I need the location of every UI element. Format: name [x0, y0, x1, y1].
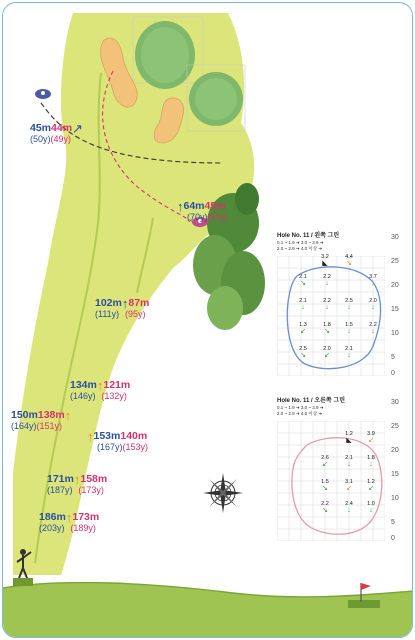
arrow-up-icon: ↗	[72, 121, 83, 136]
distance-yards-pink: (189y)	[70, 523, 96, 533]
axis-label: 5	[391, 519, 395, 526]
slope-legend-line-1: 0.1 ~ 1.9 ➜ 3.0 ~ 3.9 ➜	[277, 240, 324, 245]
slope-reading: 2.5 ↘	[295, 346, 311, 359]
slope-arrow-icon: ↙	[346, 485, 352, 492]
distance-marker-64	[177, 201, 228, 223]
distance-meters-pink: 173m	[72, 511, 100, 523]
slope-arrow-icon: ↓	[347, 352, 351, 359]
slope-reading: 4.4 ↘	[341, 254, 357, 267]
slope-reading: 2.1 ↘	[295, 274, 311, 287]
axis-label: 15	[391, 471, 399, 478]
distance-meters-blue: 150m	[11, 409, 38, 421]
distance-yards-blue: (50y)	[30, 134, 51, 144]
axis-label: 25	[391, 423, 399, 430]
slope-arrow-icon: ↘	[322, 485, 328, 492]
distance-meters-blue: 45m	[30, 122, 52, 134]
axis-label: 30	[391, 234, 399, 241]
distance-marker-153	[87, 431, 148, 453]
golfer-icon	[11, 548, 35, 580]
arrow-up-icon: ↑	[121, 296, 129, 311]
slope-arrow-icon: ↓	[371, 280, 375, 287]
slope-arrow-icon: ↘	[322, 507, 328, 514]
distance-meters-pink: 45m	[204, 200, 226, 212]
slope-reading: 2.2 ↓	[319, 298, 335, 311]
slope-arrow-icon: ↙	[322, 461, 328, 468]
distance-meters-blue: 134m	[70, 379, 97, 391]
distance-marker-134	[70, 380, 130, 402]
distance-yards-blue: (167y)	[97, 442, 123, 452]
arrow-up-icon: ↑	[96, 378, 104, 393]
distance-meters-blue: 171m	[47, 473, 74, 485]
slope-arrow-icon: ↓	[325, 280, 329, 287]
axis-label: 5	[391, 354, 395, 361]
slope-reading: 2.5 ↓	[341, 298, 357, 311]
distance-marker-102	[95, 298, 149, 320]
arrow-up-icon: ↑	[177, 199, 184, 214]
slope-arrow-icon: ↘	[300, 352, 306, 359]
slope-arrow-icon: ↓	[347, 507, 351, 514]
slope-reading: 1.2 ↙	[363, 479, 379, 492]
slope-arrow-icon: ↓	[369, 461, 373, 468]
axis-label: 30	[391, 399, 399, 406]
slope-arrow-icon: ↓	[301, 304, 305, 311]
distance-meters-blue: 186m	[39, 511, 66, 523]
axis-label: 25	[391, 258, 399, 265]
axis-label: 20	[391, 282, 399, 289]
axis-label: 15	[391, 306, 399, 313]
distance-yards-pink: (95y)	[125, 309, 146, 319]
slope-reading: 1.8 ↓	[363, 455, 379, 468]
distance-meters-pink: 87m	[128, 297, 150, 309]
distance-marker-150	[11, 410, 71, 432]
distance-yards-pink: (173y)	[78, 485, 104, 495]
axis-label: 20	[391, 447, 399, 454]
distance-meters-blue: 64m	[183, 200, 205, 212]
slope-reading: 2.2 ↘	[317, 501, 333, 514]
ground-strip	[3, 583, 413, 638]
slope-arrow-icon: ↓	[371, 304, 375, 311]
slope-arrow-icon: ↙	[368, 437, 374, 444]
distance-yards-pink: (50y)	[207, 212, 229, 222]
slope-arrow-icon: ↘	[346, 260, 352, 267]
axis-label: 0	[391, 370, 395, 377]
slope-arrow-icon: ↙	[300, 328, 306, 335]
slope-arrow-icon: ↓	[347, 304, 351, 311]
green-chart-title: Hole No. 11 / 왼쪽 그린	[277, 233, 340, 239]
distance-yards-pink: (153y)	[122, 442, 149, 452]
distance-marker-45	[30, 123, 83, 145]
distance-meters-blue: 153m	[93, 430, 121, 442]
slope-reading: 1.8 ↘	[319, 322, 335, 335]
green-chart-left	[273, 228, 409, 378]
flag-icon	[359, 581, 375, 603]
slope-reading: 2.2 ↓	[365, 322, 381, 335]
distance-yards-blue: (70y)	[187, 212, 208, 222]
green-chart-right	[273, 393, 409, 543]
compass-rose-icon	[201, 471, 245, 515]
distance-meters-pink: 140m	[120, 430, 148, 442]
slope-reading: 2.0 ↓	[365, 298, 381, 311]
tee-marker-icon	[34, 87, 52, 101]
slope-arrow-icon: ↓	[347, 328, 351, 335]
slope-reading: 2.1 ↓	[295, 298, 311, 311]
slope-reading: 3.9 ↙	[363, 431, 379, 444]
distance-meters-pink: 158m	[80, 473, 108, 485]
distance-meters-pink: 44m	[51, 122, 73, 134]
slope-legend-line-1: 0.1 ~ 1.9 ➜ 3.0 ~ 3.9 ➜	[277, 405, 324, 410]
distance-marker-171	[47, 474, 107, 496]
slope-arrow-icon: ↓	[371, 328, 375, 335]
slope-reading: 2.0 ↙	[319, 346, 335, 359]
distance-meters-blue: 102m	[95, 297, 122, 309]
distance-yards-blue: (111y)	[95, 309, 120, 319]
distance-yards-pink: (132y)	[101, 391, 127, 401]
arrow-up-icon: ↑	[87, 429, 94, 444]
axis-label: 0	[391, 535, 395, 542]
arrow-up-icon: ↑	[65, 510, 73, 525]
distance-yards-pink: (49y)	[50, 134, 72, 144]
slope-arrow-icon: ↘	[324, 328, 330, 335]
distance-meters-pink: 121m	[103, 379, 131, 391]
arrow-up-icon: ↑	[64, 408, 72, 423]
green-chart-title: Hole No. 11 / 오른쪽 그린	[277, 398, 345, 404]
slope-arrow-icon: ↓	[347, 461, 351, 468]
distance-marker-186	[39, 512, 99, 534]
slope-arrow-icon: ◣	[346, 437, 352, 444]
slope-arrow-icon: ↘	[300, 280, 306, 287]
slope-reading: 2.1 ↓	[341, 346, 357, 359]
slope-reading: 2.4 ↓	[341, 501, 357, 514]
axis-label: 10	[391, 495, 399, 502]
slope-reading: 2.6 ↙	[317, 455, 333, 468]
slope-arrow-icon: ↙	[368, 485, 374, 492]
slope-arrow-icon: ↓	[369, 507, 373, 514]
distance-yards-blue: (203y)	[39, 523, 65, 533]
slope-reading: 2.2 ↓	[319, 274, 335, 287]
slope-legend-line-2: 2.0 ~ 2.9 ➜ 4.0 이상 ➜	[277, 411, 323, 416]
slope-reading: 1.2 ◣	[341, 431, 357, 444]
distance-meters-pink: 138m	[37, 409, 65, 421]
slope-reading: 2.1 ↓	[341, 455, 357, 468]
slope-reading: 1.5 ↘	[317, 479, 333, 492]
slope-reading: 3.1 ↙	[341, 479, 357, 492]
slope-legend-line-2: 2.0 ~ 2.9 ➜ 4.0 이상 ➜	[277, 246, 323, 251]
slope-reading: 3.2 ◣	[317, 254, 333, 267]
distance-yards-pink: (151y)	[36, 421, 63, 431]
slope-reading: 3.7 ↓	[365, 274, 381, 287]
distance-yards-blue: (164y)	[11, 421, 37, 431]
slope-arrow-icon: ◣	[322, 260, 328, 267]
distance-yards-blue: (146y)	[70, 391, 96, 401]
slope-reading: 1.0 ↓	[363, 501, 379, 514]
slope-arrow-icon: ↓	[325, 304, 329, 311]
axis-label: 10	[391, 330, 399, 337]
slope-reading: 1.5 ↓	[341, 322, 357, 335]
slope-arrow-icon: ↙	[324, 352, 330, 359]
hole-map-frame	[2, 2, 413, 638]
distance-yards-blue: (187y)	[47, 485, 73, 495]
slope-reading: 1.3 ↙	[295, 322, 311, 335]
arrow-up-icon: ↑	[73, 472, 81, 487]
